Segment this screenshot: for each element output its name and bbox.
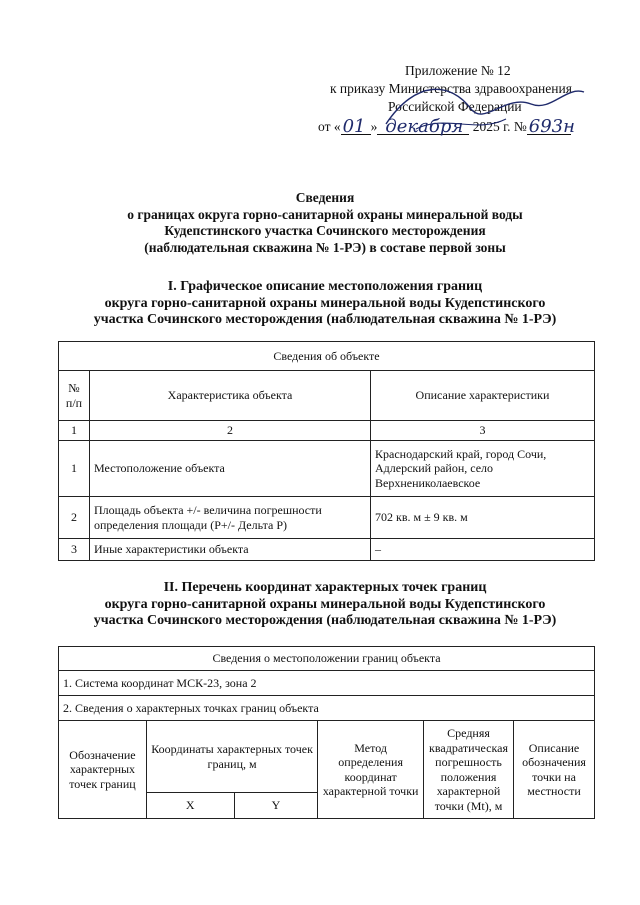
- col-char-header: Характеристика объекта: [90, 371, 371, 421]
- handwritten-day: 01: [342, 116, 366, 137]
- row-description: –: [371, 539, 595, 561]
- row-characteristic: Площадь объекта +/- величина погрешности определения площади (P+/- Дельта P): [90, 497, 371, 539]
- col-num-header: № п/п: [59, 371, 90, 421]
- section-2-line-3: участка Сочинского месторождения (наблюдательная скважина № 1-РЭ): [93, 613, 557, 628]
- title-line-3: Кудепстинского участка Сочинского месторождения: [164, 223, 486, 238]
- document-title: [40, 190, 610, 256]
- title-line-4: (наблюдательная скважина № 1-РЭ) в составе первой зоны: [144, 239, 506, 255]
- section-2-line-1: II. Перечень координат характерных точек границ: [163, 580, 487, 595]
- order-federation: Российской Федерации: [388, 99, 522, 114]
- col-y: Y: [234, 793, 318, 819]
- col-desc-header: Описание характеристики: [371, 371, 595, 421]
- signature-mark: [356, 74, 586, 137]
- col-method: Метод определения координат характерной точки: [318, 721, 424, 819]
- year-text: 2025 г. №: [472, 119, 527, 134]
- section-2-title: [40, 580, 610, 630]
- row-description: 702 кв. м ± 9 кв. м: [371, 497, 595, 539]
- table-row: [59, 441, 595, 497]
- handwritten-number: 693н: [528, 116, 575, 137]
- date-prefix: от «: [318, 119, 341, 134]
- row-num: 3: [59, 539, 90, 561]
- handwritten-month: декабря: [385, 116, 464, 137]
- col-coordinates: Координаты характерных точек границ, м: [146, 721, 317, 793]
- table-row: [59, 497, 595, 539]
- row-num: 1: [59, 441, 90, 497]
- col-index: 1: [59, 421, 90, 441]
- order-ministry: к приказу Министерства здравоохранения: [330, 81, 572, 96]
- section-1-title: [40, 279, 610, 329]
- title-line-2: о границах округа горно-санитарной охраны минеральной воды: [127, 206, 523, 222]
- col-index: 2: [90, 421, 371, 441]
- col-mean-error: Средняя квадратическая погрешность положения характерной точки (Mt), м: [424, 721, 514, 819]
- section-2-line-2: округа горно-санитарной охраны минеральной воды Кудепстинского: [104, 596, 546, 612]
- row-characteristic: Иные характеристики объекта: [90, 539, 371, 561]
- col-index: 3: [371, 421, 595, 441]
- table-row: [59, 539, 595, 561]
- coordinates-table: [58, 646, 595, 819]
- section-1-line-3: участка Сочинского месторождения (наблюдательная скважина № 1-РЭ): [93, 312, 557, 327]
- coordinate-system-row: 1. Система координат МСК-23, зона 2: [59, 671, 595, 696]
- date-mid: »: [370, 119, 378, 134]
- col-point-description: Описание обозначения точки на местности: [514, 721, 595, 819]
- col-point-designation: Обозначение характерных точек границ: [59, 721, 147, 819]
- title-line-1: Сведения: [295, 190, 355, 205]
- col-x: X: [146, 793, 234, 819]
- object-info-table: [58, 341, 595, 561]
- appendix-number: Приложение № 12: [405, 63, 511, 78]
- row-characteristic: Местоположение объекта: [90, 441, 371, 497]
- points-info-row: 2. Сведения о характерных точках границ объекта: [59, 696, 595, 721]
- section-1-line-1: I. Графическое описание местоположения границ: [167, 279, 483, 294]
- row-num: 2: [59, 497, 90, 539]
- row-description: Краснодарский край, город Сочи, Адлерский район, село Верхнениколаевское: [371, 441, 595, 497]
- coordinates-header: Сведения о местоположении границ объекта: [59, 647, 595, 671]
- object-info-header: Сведения об объекте: [59, 342, 595, 371]
- section-1-line-2: округа горно-санитарной охраны минеральной воды Кудепстинского: [104, 295, 546, 311]
